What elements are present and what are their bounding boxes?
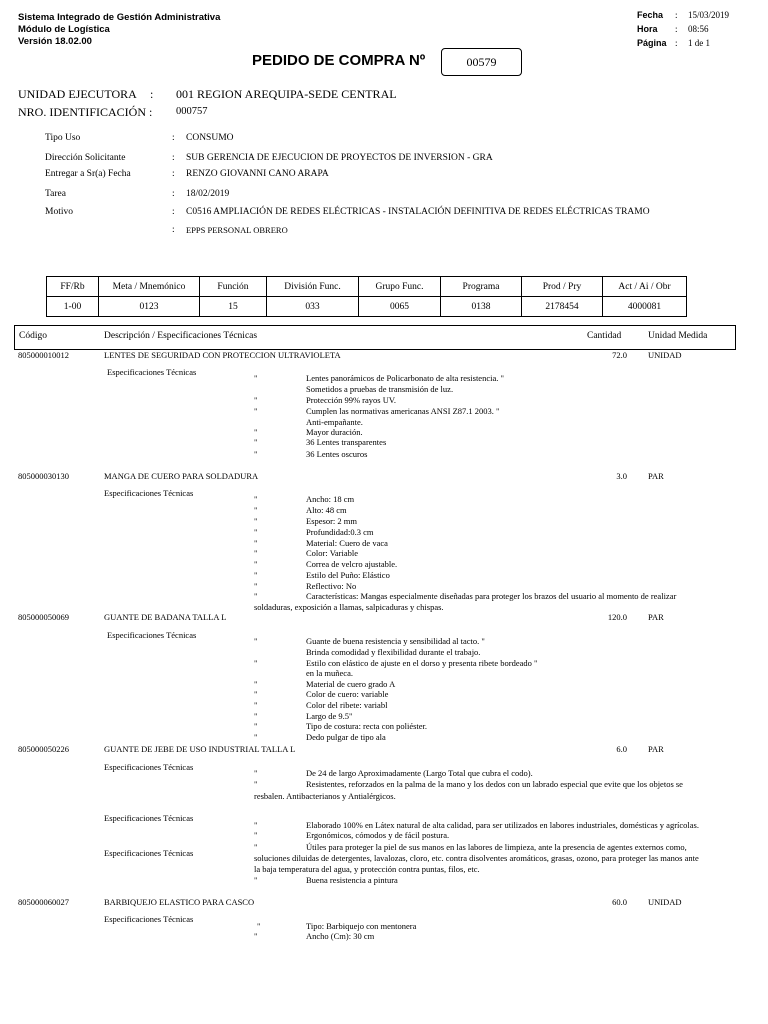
field-sep: : bbox=[172, 169, 175, 179]
spec-label: Especificaciones Técnicas bbox=[107, 630, 197, 640]
item-description: LENTES DE SEGURIDAD CON PROTECCION ULTRAVIOLETA bbox=[104, 350, 341, 360]
pagina-sep: : bbox=[675, 38, 678, 48]
order-number-box bbox=[441, 48, 522, 76]
spec-text: soldaduras, exposición a llamas, salpicaduras y chispas. bbox=[254, 602, 444, 612]
spec-text: Alto: 48 cm bbox=[306, 505, 347, 515]
spec-quote: " bbox=[254, 449, 258, 459]
budget-header-cell: División Func. bbox=[267, 277, 359, 297]
budget-cell: 0123 bbox=[99, 297, 200, 317]
item-code: 805000030130 bbox=[18, 471, 69, 481]
field-sep: : bbox=[172, 225, 175, 235]
spec-quote: " bbox=[254, 820, 258, 830]
spec-text: Tipo: Barbiquejo con mentonera bbox=[306, 921, 417, 931]
field-label: Dirección Solicitante bbox=[45, 153, 126, 163]
hora-sep: : bbox=[675, 24, 678, 34]
field-value: EPPS PERSONAL OBRERO bbox=[186, 225, 288, 235]
field-value: C0516 AMPLIACIÓN DE REDES ELÉCTRICAS - INSTALACIÓN DEFINITIVA DE REDES ELÉCTRICAS TRAMO bbox=[186, 207, 650, 217]
spec-text: Protección 99% rayos UV. bbox=[306, 395, 397, 405]
spec-text: Espesor: 2 mm bbox=[306, 516, 357, 526]
budget-header-cell: Programa bbox=[441, 277, 522, 297]
spec-text: Color: Variable bbox=[306, 548, 359, 558]
item-description: BARBIQUEJO ELASTICO PARA CASCO bbox=[104, 897, 255, 907]
unidad-header: Unidad Medida bbox=[648, 331, 708, 341]
spec-quote: " bbox=[254, 931, 258, 941]
budget-cell: 0138 bbox=[441, 297, 522, 317]
budget-cell: 1-00 bbox=[47, 297, 99, 317]
spec-quote: " bbox=[254, 711, 258, 721]
item-quantity: 120.0 bbox=[607, 612, 627, 622]
field-sep: : bbox=[172, 133, 175, 143]
spec-quote: " bbox=[254, 570, 258, 580]
pagina-value: 1 de 1 bbox=[688, 38, 710, 48]
spec-text: Dedo pulgar de tipo ala bbox=[306, 732, 386, 742]
spec-quote: " bbox=[254, 494, 258, 504]
spec-quote: " bbox=[254, 373, 258, 383]
budget-cell: 15 bbox=[200, 297, 267, 317]
item-quantity: 3.0 bbox=[616, 471, 627, 481]
spec-text: Resistentes, reforzados en la palma de la mano y los dedos con un labrado especial que evite que los objetos se bbox=[306, 779, 683, 789]
spec-text: Ancho (Cm): 30 cm bbox=[306, 931, 375, 941]
budget-cell: 2178454 bbox=[522, 297, 603, 317]
spec-quote: " bbox=[254, 830, 258, 840]
system-header bbox=[18, 12, 220, 48]
spec-text: Profundidad:0.3 cm bbox=[306, 527, 374, 537]
fecha-value: 15/03/2019 bbox=[688, 10, 730, 20]
unidad-ejecutora-sep: : bbox=[150, 87, 154, 101]
budget-header-cell: FF/Rb bbox=[47, 277, 99, 297]
spec-quote: " bbox=[254, 427, 258, 437]
spec-quote: " bbox=[254, 875, 258, 885]
spec-text: Reflectivo: No bbox=[306, 581, 357, 591]
spec-text: Útiles para proteger la piel de sus manos en las labores de limpieza, ante la presencia de agentes externos como, bbox=[306, 842, 687, 852]
spec-text: Ancho: 18 cm bbox=[306, 494, 355, 504]
fecha-label: Fecha bbox=[637, 10, 664, 20]
spec-quote: " bbox=[254, 437, 258, 447]
spec-text: Brinda comodidad y flexibilidad durante el trabajo. bbox=[306, 647, 481, 657]
version: Versión 18.02.00 bbox=[18, 36, 92, 47]
spec-text: Buena resistencia a pintura bbox=[306, 875, 398, 885]
spec-text: en la muñeca. bbox=[306, 668, 353, 678]
budget-header-cell: Grupo Func. bbox=[359, 277, 441, 297]
spec-text: Elaborado 100% en Látex natural de alta calidad, para ser utilizados en labores industriales, domésticas y agrícolas. bbox=[306, 820, 699, 830]
field-value: 18/02/2019 bbox=[186, 189, 230, 199]
spec-quote: " bbox=[254, 700, 258, 710]
budget-header-cell: Prod / Pry bbox=[522, 277, 603, 297]
budget-header-cell: Act / Ai / Obr bbox=[603, 277, 687, 297]
spec-text: Guante de buena resistencia y sensibilidad al tacto. " bbox=[306, 636, 485, 646]
item-description: MANGA DE CUERO PARA SOLDADURA bbox=[104, 471, 259, 481]
field-label: Tipo Uso bbox=[45, 133, 81, 143]
unidad-ejecutora-value: 001 REGION AREQUIPA-SEDE CENTRAL bbox=[176, 87, 397, 101]
spec-text: Ergonómicos, cómodos y de fácil postura. bbox=[306, 830, 450, 840]
spec-text: 36 Lentes transparentes bbox=[306, 437, 387, 447]
item-code: 805000050069 bbox=[18, 612, 69, 622]
spec-quote: " bbox=[254, 721, 258, 731]
spec-quote: " bbox=[254, 689, 258, 699]
budget-header-cell: Meta / Mnemónico bbox=[99, 277, 200, 297]
spec-quote: " bbox=[254, 581, 258, 591]
spec-text: Cumplen las normativas americanas ANSI Z87.1 2003. " bbox=[306, 406, 500, 416]
spec-text: Largo de 9.5" bbox=[306, 711, 353, 721]
field-label: Tarea bbox=[45, 189, 66, 199]
spec-text: Material: Cuero de vaca bbox=[306, 538, 388, 548]
spec-text: Color del ribete: variabl bbox=[306, 700, 388, 710]
spec-label: Especificaciones Técnicas bbox=[104, 914, 194, 924]
spec-quote: " bbox=[254, 548, 258, 558]
field-value: RENZO GIOVANNI CANO ARAPA bbox=[186, 169, 329, 179]
item-quantity: 60.0 bbox=[612, 897, 627, 907]
spec-quote: " bbox=[257, 921, 261, 931]
items-table-header bbox=[14, 325, 736, 350]
spec-text: De 24 de largo Aproximadamente (Largo Total que cubra el codo). bbox=[306, 768, 533, 778]
spec-quote: " bbox=[254, 527, 258, 537]
spec-label: Especificaciones Técnicas bbox=[104, 848, 194, 858]
field-label: Motivo bbox=[45, 207, 73, 217]
nro-identificacion-label: NRO. IDENTIFICACIÓN : bbox=[18, 105, 153, 119]
spec-quote: " bbox=[254, 505, 258, 515]
spec-quote: " bbox=[254, 538, 258, 548]
spec-quote: " bbox=[254, 779, 258, 789]
unidad-ejecutora-label: UNIDAD EJECUTORA bbox=[18, 87, 137, 101]
spec-label: Especificaciones Técnicas bbox=[104, 488, 194, 498]
spec-text: Estilo del Puño: Elástico bbox=[306, 570, 390, 580]
spec-text: 36 Lentes oscuros bbox=[306, 449, 368, 459]
budget-cell: 033 bbox=[267, 297, 359, 317]
field-label: Entregar a Sr(a) Fecha bbox=[45, 169, 131, 179]
fecha-sep: : bbox=[675, 10, 678, 20]
hora-value: 08:56 bbox=[688, 24, 709, 34]
spec-text: Correa de velcro ajustable. bbox=[306, 559, 398, 569]
spec-quote: " bbox=[254, 658, 258, 668]
item-description: GUANTE DE BADANA TALLA L bbox=[104, 612, 227, 622]
spec-text: Color de cuero: variable bbox=[306, 689, 389, 699]
spec-quote: " bbox=[254, 516, 258, 526]
item-unit: PAR bbox=[648, 471, 664, 481]
spec-text: soluciones diluidas de detergentes, lavalozas, cloro, etc. contra disolventes aromáticos, grasas, ozono, para proteger las manos ante bbox=[254, 853, 699, 863]
cantidad-header: Cantidad bbox=[587, 331, 622, 341]
spec-text: Características: Mangas especialmente diseñadas para proteger los brazos del usuario al momento de realizar bbox=[306, 591, 677, 601]
spec-text: Material de cuero grado A bbox=[306, 679, 396, 689]
spec-label: Especificaciones Técnicas bbox=[104, 762, 194, 772]
spec-text: Mayor duración. bbox=[306, 427, 363, 437]
order-number: 00579 bbox=[466, 54, 497, 69]
budget-table bbox=[46, 276, 687, 317]
nro-identificacion-value: 000757 bbox=[176, 106, 208, 117]
spec-label: Especificaciones Técnicas bbox=[107, 367, 197, 377]
field-sep: : bbox=[172, 189, 175, 199]
item-quantity: 72.0 bbox=[612, 350, 627, 360]
item-quantity: 6.0 bbox=[616, 744, 627, 754]
item-unit: PAR bbox=[648, 612, 664, 622]
spec-text: Sometidos a pruebas de transmisión de luz. bbox=[306, 384, 454, 394]
item-code: 805000060027 bbox=[18, 897, 69, 907]
spec-quote: " bbox=[254, 768, 258, 778]
item-unit: UNIDAD bbox=[648, 897, 682, 907]
item-description: GUANTE DE JEBE DE USO INDUSTRIAL TALLA L bbox=[104, 744, 296, 754]
spec-text: Lentes panorámicos de Policarbonato de alta resistencia. " bbox=[306, 373, 504, 383]
item-code: 805000010012 bbox=[18, 350, 69, 360]
field-value: SUB GERENCIA DE EJECUCION DE PROYECTOS DE INVERSION - GRA bbox=[186, 153, 493, 163]
item-code: 805000050226 bbox=[18, 744, 69, 754]
hora-label: Hora bbox=[637, 24, 658, 34]
budget-cell: 0065 bbox=[359, 297, 441, 317]
module-name: Módulo de Logística bbox=[18, 24, 110, 35]
pagina-label: Página bbox=[637, 38, 667, 48]
spec-quote: " bbox=[254, 732, 258, 742]
item-unit: PAR bbox=[648, 744, 664, 754]
spec-text: Tipo de costura: recta con poliéster. bbox=[306, 721, 428, 731]
spec-quote: " bbox=[254, 591, 258, 601]
spec-label: Especificaciones Técnicas bbox=[104, 813, 194, 823]
item-unit: UNIDAD bbox=[648, 350, 682, 360]
spec-text: Anti-empañante. bbox=[306, 417, 363, 427]
system-name: Sistema Integrado de Gestión Administrativa bbox=[18, 12, 221, 23]
spec-quote: " bbox=[254, 406, 258, 416]
descripcion-header: Descripción / Especificaciones Técnicas bbox=[104, 331, 258, 341]
field-sep: : bbox=[172, 153, 175, 163]
budget-header-cell: Función bbox=[200, 277, 267, 297]
spec-quote: " bbox=[254, 395, 258, 405]
spec-quote: " bbox=[254, 679, 258, 689]
spec-quote: " bbox=[254, 636, 258, 646]
codigo-header: Código bbox=[19, 331, 47, 341]
spec-text: resbalen. Antibacterianos y Antialérgicos. bbox=[254, 791, 396, 801]
field-sep: : bbox=[172, 207, 175, 217]
spec-quote: " bbox=[254, 559, 258, 569]
page-title: PEDIDO DE COMPRA Nº bbox=[252, 52, 426, 69]
spec-text: Estilo con elástico de ajuste en el dorso y presenta ribete bordeado " bbox=[306, 658, 538, 668]
spec-text: la baja temperatura del agua, y protección contra puntas, filos, etc. bbox=[254, 864, 480, 874]
spec-quote: " bbox=[254, 842, 258, 852]
field-value: CONSUMO bbox=[186, 133, 234, 143]
budget-cell: 4000081 bbox=[603, 297, 687, 317]
